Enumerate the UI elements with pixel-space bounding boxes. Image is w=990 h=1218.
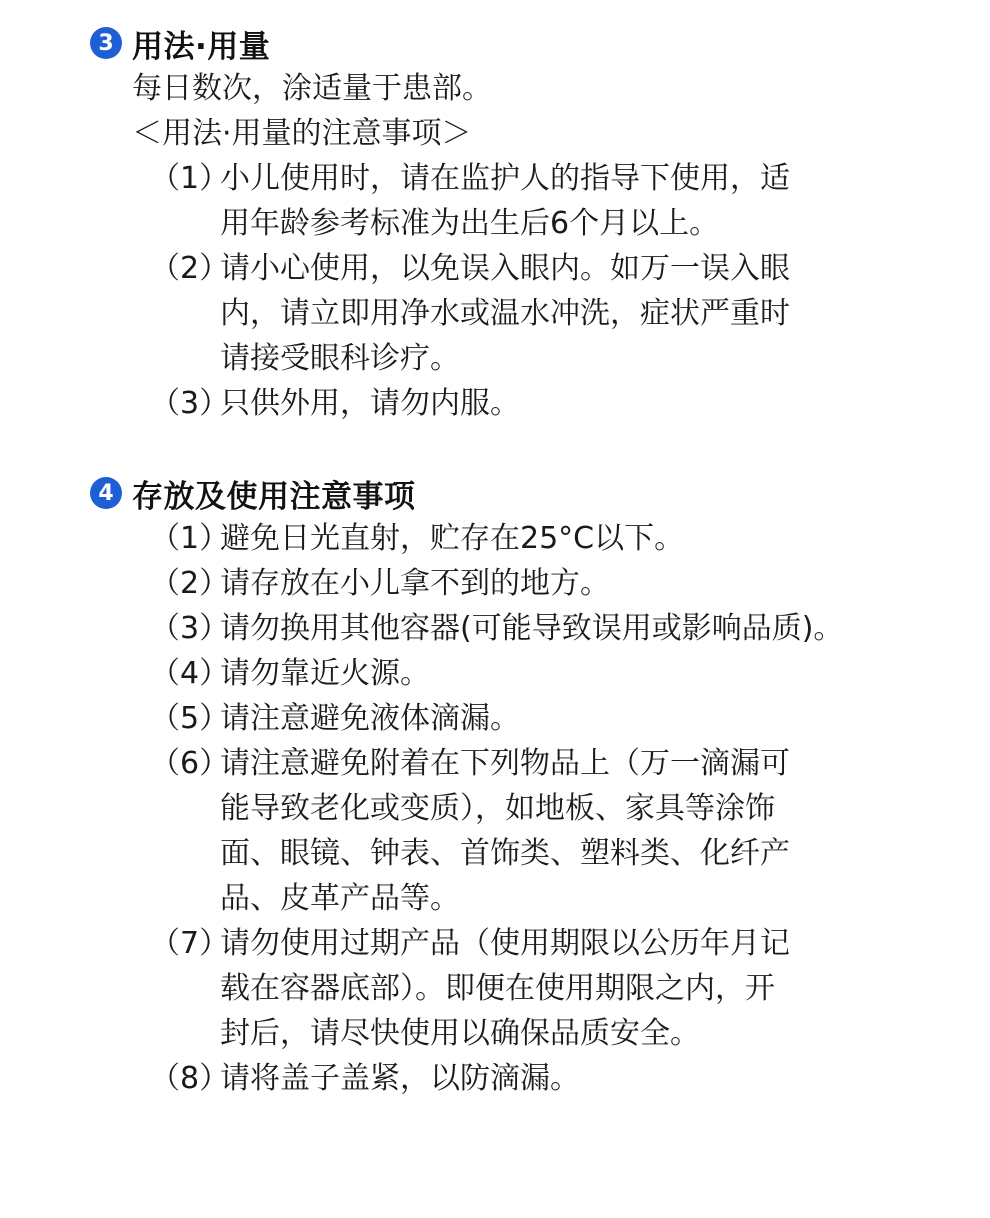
- item-line: 封后，请尽快使用以确保品质安全。: [220, 1016, 700, 1051]
- list-item: [90, 246, 790, 381]
- item-line: 小儿使用时，请在监护人的指导下使用，适: [220, 161, 790, 196]
- item-line: 请注意避免附着在下列物品上（万一滴漏可: [220, 746, 790, 781]
- item-line: 请勿使用过期产品（使用期限以公历年月记: [220, 926, 790, 961]
- list-item: [90, 1056, 843, 1101]
- list-item: [90, 696, 843, 741]
- item-line: 请注意避免液体滴漏。: [220, 701, 520, 736]
- section-heading: [90, 470, 843, 516]
- list-item: [90, 516, 843, 561]
- item-text: [220, 381, 520, 426]
- item-text: [220, 921, 790, 1056]
- item-text: [220, 741, 790, 921]
- item-number: （8）: [150, 1061, 230, 1096]
- section-storage-precautions: [90, 470, 843, 1101]
- item-text: [220, 606, 843, 651]
- item-text: [220, 516, 684, 561]
- precautions-subheading: ＜用法·用量的注意事项＞: [132, 116, 472, 151]
- list-item: [90, 156, 790, 246]
- item-line: 用年龄参考标准为出生后6个月以上。: [220, 206, 720, 241]
- item-line: 请接受眼科诊疗。: [220, 341, 460, 376]
- item-number: （5）: [150, 701, 230, 736]
- item-text: [220, 696, 520, 741]
- item-number: （7）: [150, 926, 230, 961]
- item-line: 避免日光直射，贮存在25°C以下。: [220, 521, 685, 556]
- item-line: 能导致老化或变质），如地板、家具等涂饰: [220, 791, 775, 826]
- item-number: （1）: [150, 161, 230, 196]
- item-text: [220, 156, 790, 246]
- list-item: [90, 741, 843, 921]
- item-number: （2）: [150, 251, 230, 286]
- list-item: [90, 381, 790, 426]
- item-text: [220, 561, 610, 606]
- item-line: 载在容器底部）。即便在使用期限之内，开: [220, 971, 775, 1006]
- item-line: 面、眼镜、钟表、首饰类、塑料类、化纤产: [220, 836, 790, 871]
- section-usage-dosage: [90, 20, 790, 426]
- item-line: 请小心使用，以免误入眼内。如万一误入眼: [220, 251, 790, 286]
- item-number: （6）: [150, 746, 230, 781]
- list-item: [90, 561, 843, 606]
- item-line: 请存放在小儿拿不到的地方。: [220, 566, 610, 601]
- item-text: [220, 651, 430, 696]
- section-number-badge: 4: [90, 477, 122, 509]
- item-number: （2）: [150, 566, 230, 601]
- item-line: 请勿靠近火源。: [220, 656, 430, 691]
- item-line: 品、皮革产品等。: [220, 881, 460, 916]
- item-line: 内，请立即用净水或温水冲洗，症状严重时: [220, 296, 790, 331]
- item-line: 只供外用，请勿内服。: [220, 386, 520, 421]
- item-number: （4）: [150, 656, 230, 691]
- section-title: 存放及使用注意事项: [132, 478, 416, 515]
- item-number: （1）: [150, 521, 230, 556]
- item-line: 请将盖子盖紧，以防滴漏。: [220, 1061, 580, 1096]
- section-heading: [90, 20, 790, 66]
- list-item: [90, 606, 843, 651]
- item-number: （3）: [150, 611, 230, 646]
- section-number-badge: 3: [90, 27, 122, 59]
- item-line: 请勿换用其他容器(可能导致误用或影响品质)。: [220, 611, 844, 646]
- usage-instruction: 每日数次，涂适量于患部。: [132, 71, 492, 106]
- item-number: （3）: [150, 386, 230, 421]
- list-item: [90, 651, 843, 696]
- item-text: [220, 246, 790, 381]
- section-title: 用法·用量: [132, 28, 271, 65]
- list-item: [90, 921, 843, 1056]
- item-text: [220, 1056, 580, 1101]
